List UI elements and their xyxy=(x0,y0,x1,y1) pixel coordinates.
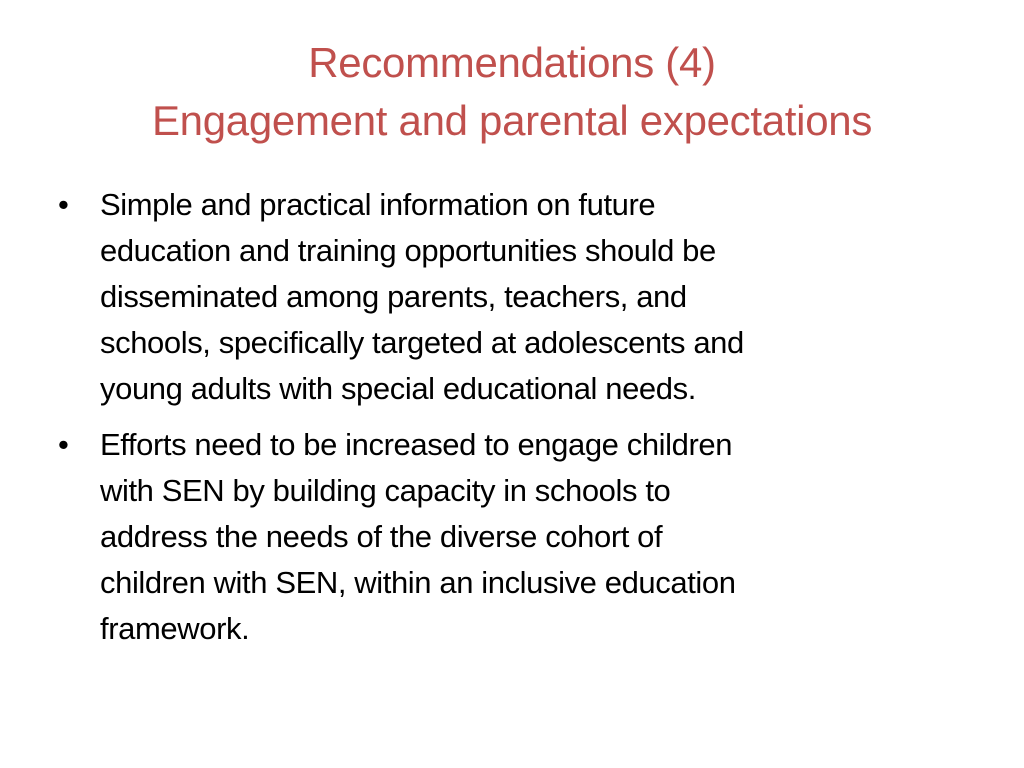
bullet-dot-icon: • xyxy=(58,187,69,222)
bullet-2-line-3: address the needs of the diverse cohort of xyxy=(100,519,663,554)
bullet-dot-icon: • xyxy=(58,427,69,462)
bullet-2-line-2: with SEN by building capacity in schools to xyxy=(100,473,671,508)
slide-title xyxy=(40,34,984,150)
bullet-2-line-4: children with SEN, within an inclusive education xyxy=(100,565,736,600)
bullet-2-line-5: framework. xyxy=(100,611,250,646)
bullet-item-1 xyxy=(58,182,958,412)
bullet-list xyxy=(58,182,958,662)
bullet-item-2 xyxy=(58,422,958,652)
bullet-1-line-1: Simple and practical information on future xyxy=(100,187,656,222)
bullet-1-line-5: young adults with special educational needs. xyxy=(100,371,696,406)
title-line-1: Recommendations (4) xyxy=(308,39,716,86)
bullet-1-line-4: schools, specifically targeted at adolescents and xyxy=(100,325,744,360)
bullet-1-line-2: education and training opportunities should be xyxy=(100,233,716,268)
bullet-2-line-1: Efforts need to be increased to engage children xyxy=(100,427,733,462)
title-line-2: Engagement and parental expectations xyxy=(151,97,873,144)
bullet-1-line-3: disseminated among parents, teachers, and xyxy=(100,279,687,314)
